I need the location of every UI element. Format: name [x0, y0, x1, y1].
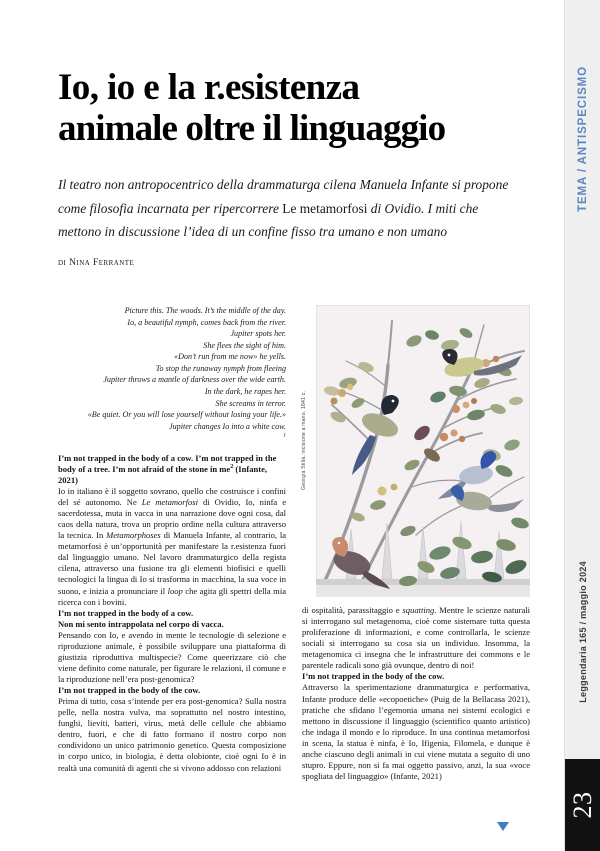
epigraph-line: She screams in terror. [215, 398, 286, 408]
body-paragraph [58, 630, 286, 685]
italic-title: squatting [402, 605, 435, 615]
body-subhead-text: I’m not trapped in the body of a cow. [58, 607, 194, 618]
body-subhead [58, 608, 286, 619]
page-title [58, 68, 528, 149]
italic-title: Metamorphoses [106, 530, 161, 541]
epigraph [58, 305, 286, 444]
epigraph-line-last [58, 421, 286, 444]
epigraph-line: Jupiter spots her. [230, 329, 286, 339]
body-column-left [58, 305, 286, 774]
body-text: di Manuela Infante, al contrario, la metamorfosi è un’opportunità per manifestare la r.esistenza fuori dal linguaggio umano. Nel lavoro drammaturgico della regista cilena, attraverso una fusione tra gli elementi biofisici e quelli tecnologici la lingua di Io si trasforma in macchina, la sua voce in suono, e inizia a pronunciare il [58, 530, 286, 596]
body-paragraph [302, 682, 530, 782]
body-subhead-text: I’m not trapped in the body of the cow. [58, 685, 201, 696]
epigraph-line: To stop the runaway nymph from fleeing [155, 363, 286, 373]
body-region [58, 305, 530, 835]
italic-title: Le metamorfosi [141, 497, 198, 507]
body-text: Attraverso la sperimentazione drammaturgica e performativa, Infante produce delle «ecopoetiche» (Puig de la Bellacasa 2021), pratiche che sfidano l’egemonia umana nei sistemi ecologici e mettono in discussione il linguaggio (scientifico quanto artistico) che indaga il mondo e lo riproduce. In una continua metamorfosi in scena, la statua è ninfa, è Io, Ifigenia, Filomela, e dunque è anche ciascuno degli animali in cui viene mutata a seguito di uno stupro. Eppure, non si fa mai oggetto passivo, anzi, la sua «voce spogliata del linguaggio» (Infante, 2021) [302, 682, 530, 781]
body-paragraph [58, 486, 286, 608]
headline-line-1: Io, io e la r.esistenza [58, 67, 360, 108]
body-text: Io in italiano è il soggetto sovrano, quello che costruisce i confini del sé autonomo. Ne [58, 485, 286, 507]
body-text: che agita gli spettri della mia ricerca con i bovini. [58, 585, 287, 607]
epigraph-line: Jupiter throws a mantle of darkness over the wide earth. [103, 375, 286, 385]
body-text: Pensando con Io, e avendo in mente le tecnologie di selezione e riproduzione animale, è possibile sviluppare una piattaforma di giustizia riproduttiva multispecie? Come queerizzare ciò che viene definito come naturale, per figurare le relazioni, il comune e la riproduzione nell’era post-genomica? [58, 629, 286, 684]
epigraph-line: She flees the sight of him. [203, 340, 286, 350]
body-subhead-citation: (Infante, 2021) [58, 463, 267, 485]
body-paragraph [58, 696, 286, 773]
body-subhead [58, 619, 286, 630]
epigraph-line: In the dark, he rapes her. [204, 386, 286, 396]
standfirst [58, 173, 513, 243]
body-text: . Mentre le scienze naturali si interrogano sul metagenoma, cioè come sistemare tutta questa proliferazione di informazioni, e come controllarla, le scienze sociali si interrogano su cosa sia un individuo. Insomma, la metagenomica ci insegna che le infrastrutture dei commons e le parentele radicali sono già ovunque, dentro di noi! [302, 605, 530, 671]
epigraph-footnote-marker: 1 [283, 432, 286, 439]
headline-line-2: animale oltre il linguaggio [58, 107, 446, 149]
body-text: di Ovidio, Io, ninfa e sacerdotessa, muta in vacca in una narrazione dove ogni cosa, dal caos della natura, trova un proprio ordine nella cultura attraverso la tecnica. In [58, 497, 286, 541]
figure-caption: Georgia Stillà, incisione a mano, 1841 c. [301, 391, 307, 491]
epigraph-line: «Be quiet. Or you will lose yourself without losing your life.» [87, 410, 286, 420]
section-label: TEMA / ANTISPECISMO [576, 66, 589, 212]
body-subhead [302, 671, 530, 682]
epigraph-line: «Don’t run from me now» he yells. [174, 352, 286, 362]
left-paragraphs [58, 453, 286, 774]
body-text: di ospitalità, parassitaggio e [302, 605, 403, 615]
standfirst-part-2: di Ovidio. I miti che mettono in discussione l’idea di un confine fisso tra umano e non umano [58, 200, 479, 239]
italic-title: loop [167, 585, 183, 596]
body-subhead-text: Non mi sento intrappolata nel corpo di vacca. [58, 618, 224, 629]
end-of-article-marker [497, 822, 509, 831]
body-subhead [58, 685, 286, 696]
body-subhead-text: I’m not trapped in the body of a cow. I’m not trapped in the body of a tree. I’m not afraid of the stone in me [58, 452, 277, 474]
epigraph-line: Io, a beautiful nymph, comes back from the river. [127, 317, 286, 327]
body-text: Prima di tutto, cosa s’intende per era post-genomica? Sulla nostra pelle, nella nostra vulva, ma soprattutto nel nostro intestino, funghi, lieviti, batteri, virus, metà delle cellule che abbiamo dentro, fuori, e che di fatto formano il nostro corpo non condividono un unico patrimonio genetico. Questa composizione in corpo unico, in biologia, è detta olobionte, cioè ogni Io è in realtà una comunità di agenti che si vivono addosso con relazioni [58, 696, 286, 773]
page-number: 23 [568, 791, 597, 819]
issue-label: Leggendaria 165 / maggio 2024 [577, 561, 588, 703]
epigraph-line: Picture this. The woods. It’s the middle of the day. [124, 306, 286, 315]
body-column-right [302, 305, 530, 782]
body-subhead-text: I’m not trapped in the body of the cow. [302, 671, 445, 682]
body-subhead [58, 453, 286, 486]
epigraph-line-text: Jupiter changes Io into a white cow. [169, 421, 286, 431]
page-number-box [565, 759, 600, 851]
standfirst-work-title: Le metamorfosi [282, 200, 368, 216]
footnote-marker: 2 [230, 462, 234, 470]
side-rail [564, 0, 600, 851]
body-paragraph [302, 605, 530, 671]
figure-spacer [302, 305, 530, 605]
standfirst-part-1: Il teatro non antropocentrico della drammaturga cilena Manuela Infante si propone come filosofia incarnata per ripercorrere [58, 177, 509, 216]
right-paragraphs [302, 605, 530, 782]
byline: di Nina Ferrante [58, 257, 135, 268]
